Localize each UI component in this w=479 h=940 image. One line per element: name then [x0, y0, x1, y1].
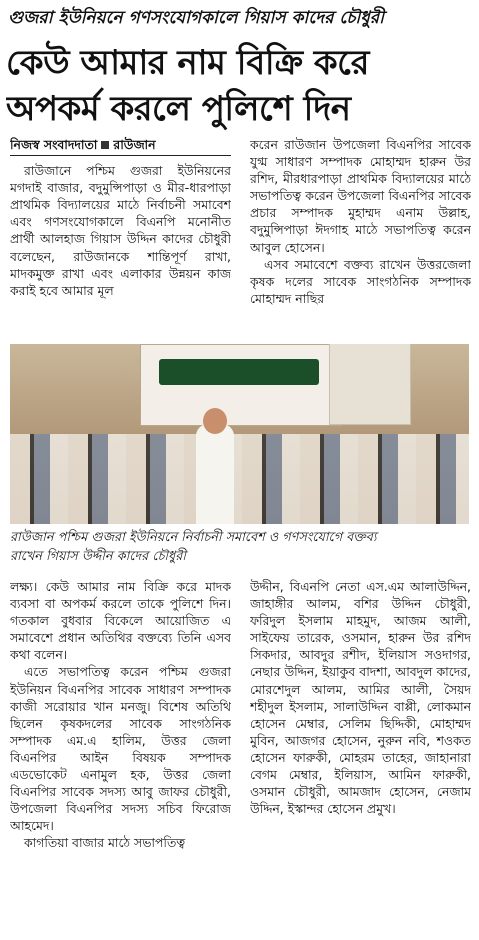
kicker: গুজরা ইউনিয়নে গণসংযোগকালে গিয়াস কাদের চৌধুরী: [8, 8, 385, 28]
speaker-head: [203, 408, 227, 434]
news-photo: [10, 344, 469, 524]
speaker-figure: [196, 424, 234, 524]
paragraph: কাগতিয়া বাজার মাঠে সভাপতিত্ব: [24, 835, 186, 851]
seated-crowd: [10, 434, 469, 524]
banner-name-block: [159, 359, 319, 385]
headline: [6, 40, 473, 132]
paragraph: করেন রাউজান উপজেলা বিএনপির সাবেক যুগ্ম সাধারণ সম্পাদক মোহাম্মদ হারুন উর রশিদ, মীরধারপাড়া প্রাথমিক বিদ্যালয়ের মাঠে সভাপতিত্ব করেন উপজেলা বিএনপির সাবেক প্রচার সম্পাদক মুহাম্মদ এনাম উল্লাহ, বদুমুন্সিপাড়া ঈদগাহ মাঠে সভাপতিত্ব করেন আবুল হোসেন।: [250, 137, 471, 255]
event-banner: [140, 344, 342, 426]
caption-line-1: রাউজান পশ্চিম গুজরা ইউনিয়নে নির্বাচনী সমাবেশ ও গণসংযোগে বক্তব্য: [10, 530, 377, 545]
paragraph: লক্ষ্য। কেউ আমার নাম বিক্রি করে মাদক ব্যবসা বা অপকর্ম করলে তাকে পুলিশে দিন। গতকাল বুধবার বিকেলে আয়োজিত এ সমাবেশে প্রধান অতিথির বক্তব্যে তিনি এসব কথা বলেন।: [10, 579, 231, 663]
byline-source: নিজস্ব সংবাদদাতা: [10, 137, 98, 152]
banner-portrait: [329, 344, 411, 425]
headline-line-1: কেউ আমার নাম বিক্রি করে: [6, 43, 370, 83]
photo-caption: [10, 528, 469, 566]
paragraph: এসব সমাবেশে বক্তব্য রাখেন উত্তরজেলা কৃষক দলের সাবেক সাংগঠনিক সম্পাদক মোহাম্মদ নাছির: [250, 256, 471, 306]
square-bullet-icon: [101, 141, 109, 149]
paragraph: উদ্দীন, বিএনপি নেতা এস.এম আলাউদ্দিন, জাহাঙ্গীর আলম, বশির উদ্দিন চৌধুরী, ফরিদুল ইসলাম মাহমুদ, আজম আলী, সাইফেয় তারেক, ওসমান, হারুন উর রশিদ সিকদার, আবদুর রশীদ, ইলিয়াস সওদাগর, নেছার উদ্দিন, ইয়াকুব বাদশা, আবদুল কাদের, মোরশেদুল আলম, আমির আলী, সৈয়দ শহীদুল ইসলাম, সালাউদ্দিন বাপ্পী, লোকমান হোসেন মেম্বার, সেলিম ছিদ্দিকী, মোহাম্মদ মুবিন, আজগর হোসেন, নুরুন নবি, শওকত হোসেন ফারুকী, মোহরম তাহের, জাহানারা বেগম মেম্বার, ইলিয়াস, আমিন ফারুকী, ওসমান চৌধুরী, আমজাদ হোসেন, নেজাম উদ্দিন, ইস্কান্দর হোসেন প্রমুখ।: [250, 579, 471, 817]
paragraph: এতে সভাপতিত্ব করেন পশ্চিম গুজরা ইউনিয়ন বিএনপির সাবেক সাধারণ সম্পাদক কাজী সরোয়ার খান মনজু। বিশেষ অতিথি ছিলেন কৃষকদলের সাবেক সাংগঠনিক সম্পাদক এম.এ হালিম, উত্তর জেলা বিএনপির আইন বিষয়ক সম্পাদক এডভোকেট এনামুল হক, উত্তর জেলা বিএনপির সাবেক সদস্য আবু জাফর চৌধুরী, উপজেলা বিএনপির সদস্য সচিব ফিরোজ আহমেদ।: [10, 664, 231, 834]
caption-line-2: রাখেন গিয়াস উদ্দীন কাদের চৌধুরী: [10, 549, 186, 564]
column-2: [250, 136, 471, 332]
byline-location: রাউজান: [113, 137, 156, 152]
byline: [10, 136, 231, 156]
paragraph: রাউজানে পশ্চিম গুজরা ইউনিয়নের মগদাই বাজার, বদুমুন্সিপাড়া ও মীর-ধারপাড়া প্রাথমিক বিদ্যালয়ের মাঠে নির্বাচনী সমাবেশ এবং গণসংযোগকালে বিএনপি মনোনীত প্রার্থী আলহাজ গিয়াস উদ্দিন কাদের চৌধুরী বলেছেন, রাউজানকে শান্তিপূর্ণ রাখা, মাদকমুক্ত রাখা এবং এলাকার উন্নয়ন কাজ করাই হবে আমার মূল: [10, 163, 231, 298]
column-3: [10, 578, 231, 934]
column-1: [10, 136, 231, 332]
column-4: [250, 578, 471, 934]
headline-line-2: অপকর্ম করলে পুলিশে দিন: [6, 89, 351, 129]
